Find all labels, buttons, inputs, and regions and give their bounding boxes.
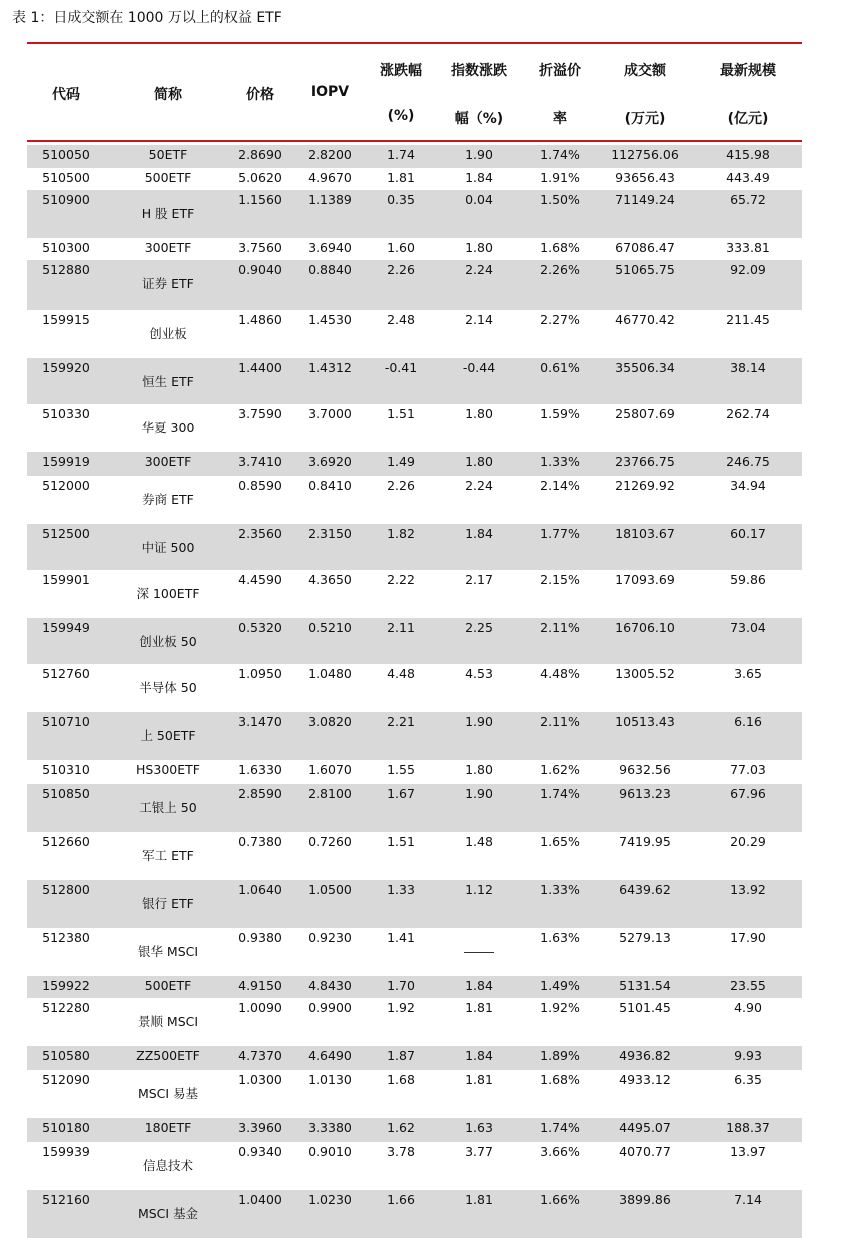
- iopv-cell: 0.9010: [308, 1144, 352, 1159]
- premium-cell: 1.91%: [540, 170, 580, 185]
- index-change-cell: 1.90: [465, 786, 493, 801]
- turnover-cell: 17093.69: [615, 572, 675, 587]
- header-code: 代码: [52, 87, 80, 103]
- header-change-top: 涨跌幅: [380, 63, 422, 79]
- change-cell: 1.51: [387, 834, 415, 849]
- size-cell: 188.37: [726, 1120, 770, 1135]
- index-change-cell: 1.84: [465, 1048, 493, 1063]
- premium-cell: 2.26%: [540, 262, 580, 277]
- code-cell: 159915: [42, 312, 90, 327]
- change-cell: 1.41: [387, 930, 415, 945]
- turnover-cell: 67086.47: [615, 240, 675, 255]
- size-cell: 77.03: [730, 762, 766, 777]
- header-size-top: 最新规模: [720, 63, 776, 79]
- name-cell: 银行 ETF: [142, 896, 194, 911]
- change-cell: 2.26: [387, 478, 415, 493]
- name-cell: 军工 ETF: [142, 848, 194, 863]
- name-cell: 华夏 300: [141, 420, 195, 435]
- iopv-cell: 4.8430: [308, 978, 352, 993]
- iopv-cell: 0.7260: [308, 834, 352, 849]
- name-cell: 证券 ETF: [142, 276, 194, 291]
- code-cell: 159920: [42, 360, 90, 375]
- iopv-cell: 1.1389: [308, 192, 352, 207]
- price-cell: 1.4400: [238, 360, 282, 375]
- name-cell: 300ETF: [144, 240, 192, 255]
- code-cell: 510710: [42, 714, 90, 729]
- code-cell: 512000: [42, 478, 90, 493]
- code-cell: 512880: [42, 262, 90, 277]
- turnover-cell: 23766.75: [615, 454, 675, 469]
- change-cell: 2.21: [387, 714, 415, 729]
- size-cell: 13.97: [730, 1144, 766, 1159]
- price-cell: 2.8590: [238, 786, 282, 801]
- change-cell: 1.33: [387, 882, 415, 897]
- turnover-cell: 10513.43: [615, 714, 675, 729]
- size-cell: 443.49: [726, 170, 770, 185]
- code-cell: 159939: [42, 1144, 90, 1159]
- price-cell: 4.7370: [238, 1048, 282, 1063]
- turnover-cell: 5131.54: [619, 978, 671, 993]
- header-index-top: 指数涨跌: [451, 63, 507, 79]
- change-cell: 1.82: [387, 526, 415, 541]
- size-cell: 333.81: [726, 240, 770, 255]
- premium-cell: 1.59%: [540, 406, 580, 421]
- premium-cell: 2.27%: [540, 312, 580, 327]
- change-cell: 0.35: [387, 192, 415, 207]
- code-cell: 510310: [42, 762, 90, 777]
- premium-cell: 2.11%: [540, 714, 580, 729]
- price-cell: 1.0090: [238, 1000, 282, 1015]
- iopv-cell: 3.6920: [308, 454, 352, 469]
- turnover-cell: 16706.10: [615, 620, 675, 635]
- change-cell: 1.70: [387, 978, 415, 993]
- iopv-cell: 1.0130: [308, 1072, 352, 1087]
- header-iopv: IOPV: [310, 84, 350, 100]
- turnover-cell: 13005.52: [615, 666, 675, 681]
- price-cell: 1.0640: [238, 882, 282, 897]
- turnover-cell: 4070.77: [619, 1144, 671, 1159]
- price-cell: 1.1560: [238, 192, 282, 207]
- turnover-cell: 18103.67: [615, 526, 675, 541]
- change-cell: 1.74: [387, 147, 415, 162]
- size-cell: 4.90: [734, 1000, 762, 1015]
- price-cell: 0.9040: [238, 262, 282, 277]
- premium-cell: 1.33%: [540, 454, 580, 469]
- change-cell: 1.55: [387, 762, 415, 777]
- price-cell: 1.0300: [238, 1072, 282, 1087]
- code-cell: 510900: [42, 192, 90, 207]
- premium-cell: 1.77%: [540, 526, 580, 541]
- size-cell: 7.14: [734, 1192, 762, 1207]
- premium-cell: 2.14%: [540, 478, 580, 493]
- index-change-cell: 4.53: [465, 666, 493, 681]
- size-cell: 6.35: [734, 1072, 762, 1087]
- size-cell: 92.09: [730, 262, 766, 277]
- header-premium-top: 折溢价: [539, 63, 581, 79]
- size-cell: 73.04: [730, 620, 766, 635]
- premium-cell: 1.68%: [540, 240, 580, 255]
- index-change-cell: 1.63: [465, 1120, 493, 1135]
- size-cell: 13.92: [730, 882, 766, 897]
- premium-cell: 4.48%: [540, 666, 580, 681]
- iopv-cell: 0.8840: [308, 262, 352, 277]
- premium-cell: 1.74%: [540, 786, 580, 801]
- name-cell: MSCI 易基: [137, 1086, 199, 1101]
- premium-cell: 1.33%: [540, 882, 580, 897]
- size-cell: 17.90: [730, 930, 766, 945]
- name-cell: 300ETF: [144, 454, 192, 469]
- index-change-cell: 2.24: [465, 478, 493, 493]
- price-cell: 0.7380: [238, 834, 282, 849]
- index-change-cell: 1.90: [465, 147, 493, 162]
- change-cell: 2.48: [387, 312, 415, 327]
- index-change-cell: 1.90: [465, 714, 493, 729]
- name-cell: H 股 ETF: [141, 206, 195, 221]
- code-cell: 510050: [42, 147, 90, 162]
- name-cell: 信息技术: [142, 1158, 193, 1173]
- code-cell: 510330: [42, 406, 90, 421]
- turnover-cell: 5101.45: [619, 1000, 671, 1015]
- name-cell: 景顺 MSCI: [137, 1014, 199, 1029]
- price-cell: 3.7590: [238, 406, 282, 421]
- code-cell: 510500: [42, 170, 90, 185]
- iopv-cell: 1.0480: [308, 666, 352, 681]
- iopv-cell: 0.5210: [308, 620, 352, 635]
- name-cell: 银华 MSCI: [137, 944, 199, 959]
- premium-cell: 1.74%: [540, 1120, 580, 1135]
- turnover-cell: 4495.07: [619, 1120, 671, 1135]
- header-change-bottom: (%): [387, 108, 415, 124]
- size-cell: 262.74: [726, 406, 770, 421]
- index-change-cell: 2.17: [465, 572, 493, 587]
- size-cell: 67.96: [730, 786, 766, 801]
- turnover-cell: 5279.13: [619, 930, 671, 945]
- price-cell: 0.5320: [238, 620, 282, 635]
- name-cell: 创业板 50: [139, 634, 197, 649]
- index-change-cell: 2.24: [465, 262, 493, 277]
- size-cell: 65.72: [730, 192, 766, 207]
- index-change-cell: 1.80: [465, 762, 493, 777]
- index-change-cell: 1.84: [465, 978, 493, 993]
- name-cell: 上 50ETF: [140, 728, 196, 743]
- header-turnover-top: 成交额: [624, 63, 666, 79]
- iopv-cell: 2.3150: [308, 526, 352, 541]
- header-turnover-bottom: (万元): [624, 111, 666, 127]
- change-cell: 1.60: [387, 240, 415, 255]
- code-cell: 510850: [42, 786, 90, 801]
- premium-cell: 1.89%: [540, 1048, 580, 1063]
- index-change-cell: 1.80: [465, 454, 493, 469]
- price-cell: 5.0620: [238, 170, 282, 185]
- iopv-cell: 1.0500: [308, 882, 352, 897]
- name-cell: 深 100ETF: [136, 586, 200, 601]
- turnover-cell: 25807.69: [615, 406, 675, 421]
- iopv-cell: 1.4530: [308, 312, 352, 327]
- name-cell: 50ETF: [148, 147, 188, 162]
- turnover-cell: 46770.42: [615, 312, 675, 327]
- name-cell: 创业板: [149, 326, 187, 341]
- code-cell: 512280: [42, 1000, 90, 1015]
- code-cell: 159901: [42, 572, 90, 587]
- price-cell: 1.0400: [238, 1192, 282, 1207]
- code-cell: 512800: [42, 882, 90, 897]
- index-change-cell: 2.25: [465, 620, 493, 635]
- turnover-cell: 9632.56: [619, 762, 671, 777]
- premium-cell: 1.74%: [540, 147, 580, 162]
- turnover-cell: 9613.23: [619, 786, 671, 801]
- name-cell: 500ETF: [144, 170, 192, 185]
- price-cell: 0.9380: [238, 930, 282, 945]
- name-cell: 恒生 ETF: [142, 374, 194, 389]
- size-cell: 34.94: [730, 478, 766, 493]
- iopv-cell: 3.6940: [308, 240, 352, 255]
- index-change-cell: 1.81: [465, 1072, 493, 1087]
- code-cell: 510180: [42, 1120, 90, 1135]
- size-cell: 59.86: [730, 572, 766, 587]
- header-top-rule: [27, 42, 802, 44]
- index-change-cell: 1.84: [465, 170, 493, 185]
- iopv-cell: 2.8100: [308, 786, 352, 801]
- change-cell: 1.67: [387, 786, 415, 801]
- index-change-cell: -0.44: [462, 360, 496, 375]
- size-cell: 60.17: [730, 526, 766, 541]
- name-cell: MSCI 基金: [137, 1206, 199, 1221]
- size-cell: 20.29: [730, 834, 766, 849]
- premium-cell: 1.92%: [540, 1000, 580, 1015]
- price-cell: 3.7410: [238, 454, 282, 469]
- code-cell: 512660: [42, 834, 90, 849]
- size-cell: 9.93: [734, 1048, 762, 1063]
- turnover-cell: 51065.75: [615, 262, 675, 277]
- index-change-cell: 2.14: [465, 312, 493, 327]
- price-cell: 1.0950: [238, 666, 282, 681]
- size-cell: 23.55: [730, 978, 766, 993]
- iopv-cell: 1.4312: [308, 360, 352, 375]
- turnover-cell: 4936.82: [619, 1048, 671, 1063]
- iopv-cell: 1.6070: [308, 762, 352, 777]
- name-cell: 500ETF: [144, 978, 192, 993]
- iopv-cell: 4.9670: [308, 170, 352, 185]
- index-change-cell: 1.12: [465, 882, 493, 897]
- iopv-cell: 0.9900: [308, 1000, 352, 1015]
- code-cell: 512160: [42, 1192, 90, 1207]
- iopv-cell: 1.0230: [308, 1192, 352, 1207]
- iopv-cell: 4.6490: [308, 1048, 352, 1063]
- index-change-cell: 1.81: [465, 1000, 493, 1015]
- header-price: 价格: [246, 87, 274, 103]
- iopv-cell: 3.7000: [308, 406, 352, 421]
- size-cell: 6.16: [734, 714, 762, 729]
- name-cell: 券商 ETF: [142, 492, 194, 507]
- price-cell: 1.6330: [238, 762, 282, 777]
- size-cell: 38.14: [730, 360, 766, 375]
- premium-cell: 1.68%: [540, 1072, 580, 1087]
- price-cell: 0.9340: [238, 1144, 282, 1159]
- code-cell: 510580: [42, 1048, 90, 1063]
- price-cell: 4.9150: [238, 978, 282, 993]
- code-cell: 510300: [42, 240, 90, 255]
- empty-value-dash: [464, 952, 494, 953]
- index-change-cell: 1.48: [465, 834, 493, 849]
- change-cell: 1.87: [387, 1048, 415, 1063]
- code-cell: 512380: [42, 930, 90, 945]
- premium-cell: 1.65%: [540, 834, 580, 849]
- price-cell: 2.3560: [238, 526, 282, 541]
- premium-cell: 3.66%: [540, 1144, 580, 1159]
- index-change-cell: 1.81: [465, 1192, 493, 1207]
- turnover-cell: 4933.12: [619, 1072, 671, 1087]
- premium-cell: 1.63%: [540, 930, 580, 945]
- name-cell: 工银上 50: [139, 800, 197, 815]
- iopv-cell: 0.8410: [308, 478, 352, 493]
- name-cell: 180ETF: [144, 1120, 192, 1135]
- size-cell: 246.75: [726, 454, 770, 469]
- iopv-cell: 3.0820: [308, 714, 352, 729]
- table-caption: 表 1：日成交额在 1000 万以上的权益 ETF: [12, 10, 282, 26]
- index-change-cell: 1.80: [465, 240, 493, 255]
- premium-cell: 1.62%: [540, 762, 580, 777]
- turnover-cell: 21269.92: [615, 478, 675, 493]
- index-change-cell: 1.84: [465, 526, 493, 541]
- change-cell: 1.68: [387, 1072, 415, 1087]
- turnover-cell: 93656.43: [615, 170, 675, 185]
- price-cell: 2.8690: [238, 147, 282, 162]
- change-cell: 1.66: [387, 1192, 415, 1207]
- size-cell: 415.98: [726, 147, 770, 162]
- name-cell: 中证 500: [141, 540, 195, 555]
- turnover-cell: 71149.24: [615, 192, 675, 207]
- index-change-cell: 3.77: [465, 1144, 493, 1159]
- premium-cell: 1.50%: [540, 192, 580, 207]
- change-cell: 1.51: [387, 406, 415, 421]
- change-cell: 1.62: [387, 1120, 415, 1135]
- change-cell: 1.49: [387, 454, 415, 469]
- turnover-cell: 6439.62: [619, 882, 671, 897]
- premium-cell: 1.66%: [540, 1192, 580, 1207]
- price-cell: 1.4860: [238, 312, 282, 327]
- code-cell: 159949: [42, 620, 90, 635]
- name-cell: ZZ500ETF: [136, 1048, 200, 1063]
- price-cell: 3.1470: [238, 714, 282, 729]
- change-cell: 4.48: [387, 666, 415, 681]
- iopv-cell: 4.3650: [308, 572, 352, 587]
- change-cell: 2.11: [387, 620, 415, 635]
- index-change-cell: 0.04: [465, 192, 493, 207]
- header-size-bottom: (亿元): [727, 111, 769, 127]
- index-change-cell: 1.80: [465, 406, 493, 421]
- name-cell: HS300ETF: [136, 762, 200, 777]
- code-cell: 512760: [42, 666, 90, 681]
- iopv-cell: 0.9230: [308, 930, 352, 945]
- size-cell: 3.65: [734, 666, 762, 681]
- header-index-bottom: 幅（%): [454, 111, 504, 127]
- price-cell: 3.7560: [238, 240, 282, 255]
- change-cell: 1.81: [387, 170, 415, 185]
- code-cell: 512500: [42, 526, 90, 541]
- header-premium-bottom: 率: [553, 111, 567, 127]
- change-cell: 2.26: [387, 262, 415, 277]
- size-cell: 211.45: [726, 312, 770, 327]
- premium-cell: 2.11%: [540, 620, 580, 635]
- change-cell: -0.41: [384, 360, 418, 375]
- header-name: 简称: [154, 87, 182, 103]
- code-cell: 512090: [42, 1072, 90, 1087]
- turnover-cell: 7419.95: [619, 834, 671, 849]
- change-cell: 3.78: [387, 1144, 415, 1159]
- iopv-cell: 3.3380: [308, 1120, 352, 1135]
- turnover-cell: 112756.06: [611, 147, 679, 162]
- change-cell: 1.92: [387, 1000, 415, 1015]
- name-cell: 半导体 50: [139, 680, 197, 695]
- premium-cell: 2.15%: [540, 572, 580, 587]
- code-cell: 159922: [42, 978, 90, 993]
- change-cell: 2.22: [387, 572, 415, 587]
- turnover-cell: 3899.86: [619, 1192, 671, 1207]
- price-cell: 3.3960: [238, 1120, 282, 1135]
- code-cell: 159919: [42, 454, 90, 469]
- iopv-cell: 2.8200: [308, 147, 352, 162]
- header-bottom-rule: [27, 140, 802, 142]
- premium-cell: 0.61%: [540, 360, 580, 375]
- premium-cell: 1.49%: [540, 978, 580, 993]
- price-cell: 0.8590: [238, 478, 282, 493]
- turnover-cell: 35506.34: [615, 360, 675, 375]
- price-cell: 4.4590: [238, 572, 282, 587]
